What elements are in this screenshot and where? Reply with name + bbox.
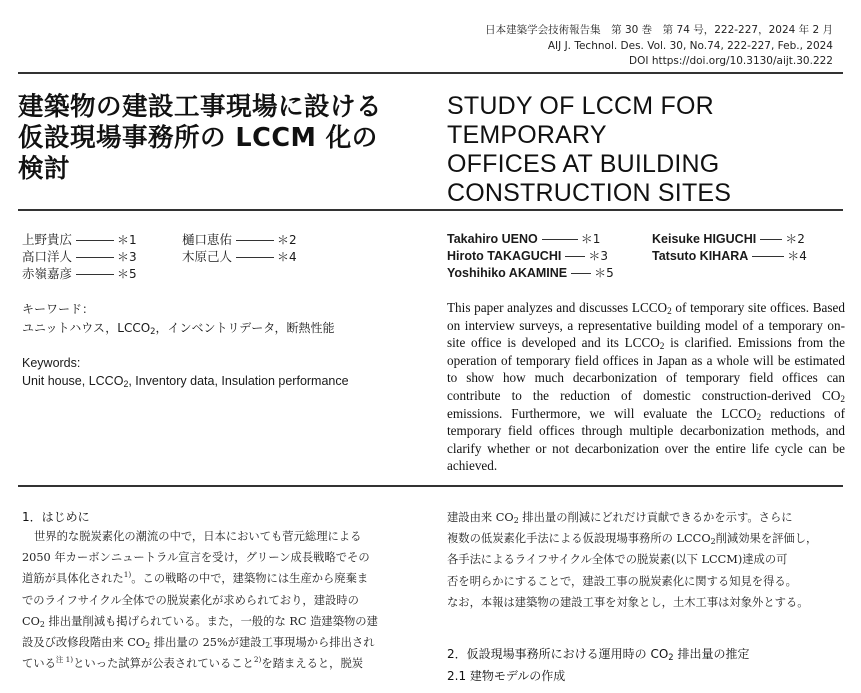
- doi[interactable]: DOI https://doi.org/10.3130/aijt.30.222: [629, 55, 833, 67]
- body-line: 設及び改修段階由来 $CO_2$ 排出量の 25%が建設工事現場から排出され: [22, 636, 375, 651]
- title-rule: [18, 209, 843, 211]
- keywords-ja-label: キーワード：: [22, 302, 95, 316]
- affiliation-mark: ＊3: [588, 249, 608, 263]
- title-en-line: CONSTRUCTION SITES: [447, 179, 732, 207]
- author-name: Hiroto TAKAGUCHI: [447, 249, 562, 263]
- body-line: 道筋が具体化された$^{1)}$。この戦略の中で，建築物には生産から廃棄ま: [22, 570, 369, 586]
- body-line: なお，本報は建築物の建設工事を対象とし，土木工事は対象外とする。: [447, 595, 809, 609]
- author-name: 上野貴広: [22, 232, 73, 247]
- affiliation-mark: ＊4: [787, 249, 807, 263]
- affiliation-mark: ＊2: [277, 233, 297, 247]
- author-ja: [22, 265, 137, 283]
- section-1-body: [22, 526, 427, 674]
- title-ja-line: 検討: [18, 154, 71, 184]
- affiliation-mark: ＊4: [277, 250, 297, 264]
- author-name: Keisuke HIGUCHI: [652, 232, 757, 246]
- affiliation-mark: ＊5: [594, 266, 614, 280]
- title-en-line: STUDY OF LCCM FOR TEMPORARY: [447, 92, 714, 149]
- title-ja-line: 仮設現場事務所の LCCM 化の: [18, 123, 378, 153]
- body-line: でのライフサイクル全体での脱炭素化が求められており，建設時の: [22, 593, 359, 607]
- body-line: 2050 年カーボンニュートラル宣言を受け，グリーン成長戦略でその: [22, 551, 370, 565]
- keywords-en: [22, 354, 349, 390]
- body-line: 複数の低炭素化手法による仮設現場事務所の $LCCO_2$削減効果を評価し，: [447, 532, 818, 547]
- body-line: ている$^{注 1)}$といった試算が公表されていること$^{2)}$を踏まえると，脱炭: [22, 655, 364, 671]
- author-name: 高口洋人: [22, 249, 73, 264]
- author-name: Takahiro UENO: [447, 232, 538, 246]
- author-name: 赤嶺嘉彦: [22, 266, 73, 281]
- body-line: 各手法によるライフサイクル全体での脱炭素(以下 LCCM)達成の可: [447, 553, 788, 567]
- affiliation-mark: ＊1: [117, 233, 137, 247]
- affiliation-mark: ＊2: [785, 232, 805, 246]
- title-ja: [18, 92, 428, 185]
- affiliation-mark: ＊5: [117, 267, 137, 281]
- section-2-1-heading: 2.1 建物モデルの作成: [447, 669, 566, 683]
- section-1-heading: 1．はじめに: [22, 510, 90, 524]
- author-ja: [22, 248, 137, 266]
- keywords-en-list: Unit house, $LCCO_2$, Inventory data, Insulation performance: [22, 374, 349, 389]
- right-column-body: [447, 507, 847, 613]
- keywords-en-label: Keywords:: [22, 356, 81, 370]
- body-line: 世界的な脱炭素化の潮流の中で，日本においても菅元総理による: [34, 530, 362, 543]
- author-en: [447, 248, 608, 265]
- title-ja-line: 建築物の建設工事現場に設ける: [18, 92, 383, 122]
- keywords-ja-list: ユニットハウス，$LCCO_2$，インベントリデータ，断熱性能: [22, 321, 335, 336]
- title-en: [447, 92, 847, 208]
- body-line: 否を明らかにすることで，建設工事の脱炭素化に関する知見を得る。: [447, 574, 797, 588]
- header-rule: [18, 72, 843, 74]
- author-ja: [182, 231, 297, 249]
- journal-header: [485, 23, 833, 70]
- affiliation-mark: ＊1: [580, 232, 601, 246]
- abstract: This paper analyzes and discusses $LCCO_2$ of temporary site offices. Based on interview surveys, a representative building model of a temporary on-site office is developed and its $LCCO_2$ is clarified. Emissions from the operation of temporary field offices in Japan as a whole will be estimated to show how much decarbonization of temporary field offices can contribute to the reduction of domestic construction-derived $CO_2$ emissions. Furthermore, we will evaluate the $LCCO_2$ reductions of temporary field offices through multiple decarbonization methods, and clarify whether or not decarbonization over the entire life cycle can be achieved.: [447, 300, 845, 474]
- author-en: [652, 231, 805, 248]
- author-name: 樋口恵佑: [182, 232, 233, 247]
- section-2-heading: 2．仮設現場事務所における運用時の $CO_2$ 排出量の推定: [447, 647, 750, 662]
- affiliation-mark: ＊3: [117, 250, 137, 264]
- author-en: [447, 231, 600, 248]
- author-name: Yoshihiko AKAMINE: [447, 266, 568, 280]
- author-name: Tatsuto KIHARA: [652, 249, 749, 263]
- body-line: 建設由来 $CO_2$ 排出量の削減にどれだけ貢献できるかを示す。さらに: [447, 511, 793, 525]
- journal-citation-en: AIJ J. Technol. Des. Vol. 30, No.74, 222-227, Feb., 2024: [547, 39, 833, 52]
- author-name: 木原己人: [182, 249, 233, 264]
- author-ja: [182, 248, 297, 266]
- journal-citation-ja: 日本建築学会技術報告集 第 30 巻 第 74 号，222-227，2024 年 2 月: [485, 24, 833, 36]
- author-en: [447, 265, 614, 282]
- author-en: [652, 248, 807, 265]
- author-ja: [22, 231, 137, 249]
- keywords-ja: [22, 300, 335, 338]
- title-en-line: OFFICES AT BUILDING: [447, 150, 720, 178]
- body-line: $CO_2$ 排出量削減も掲げられている。また，一般的な RC 造建築物の建: [22, 614, 378, 629]
- abstract-rule: [18, 485, 843, 487]
